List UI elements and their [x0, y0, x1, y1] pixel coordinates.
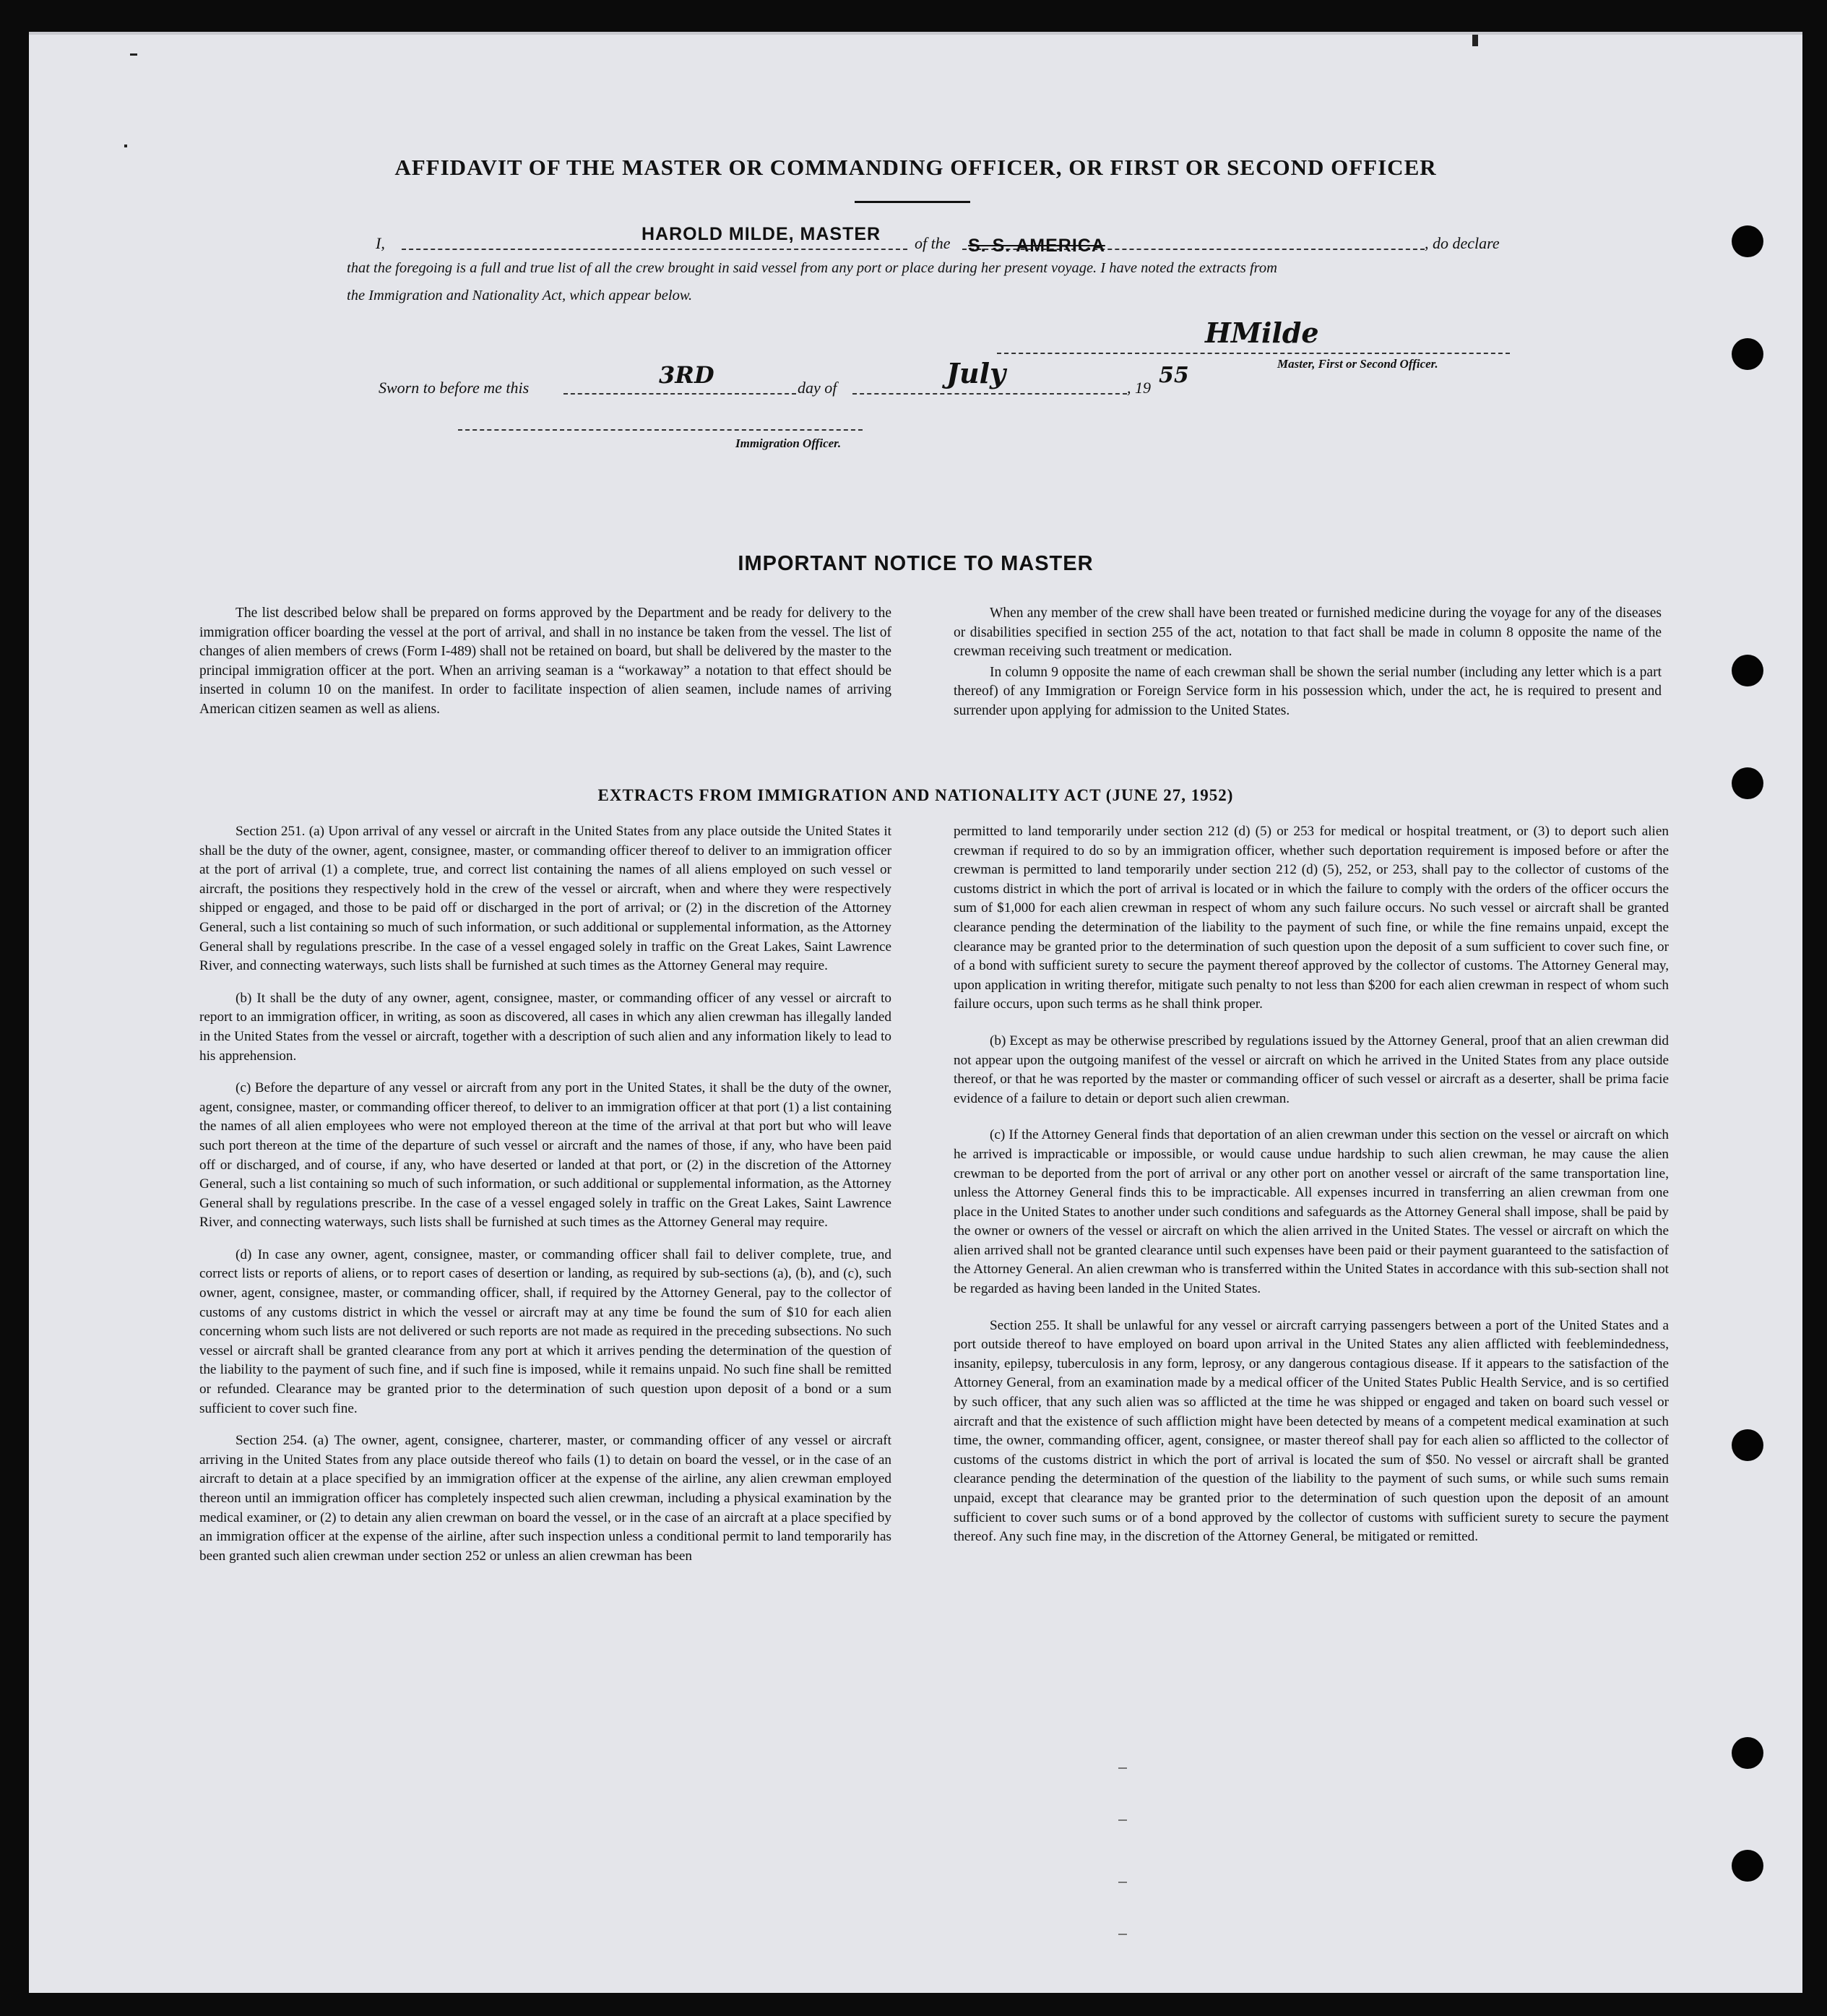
extracts-left-column — [199, 822, 891, 1573]
year-prefix: , 19 — [1127, 379, 1151, 397]
i-label: I, — [376, 234, 385, 252]
notice-left-paragraph: The list described below shall be prepared on forms approved by the Department and be ready for delivery to the immigration officer boarding the vessel at the port of arrival, and shall in no instance be taken from the vessel. The list of changes of alien members of crews (Form I-489) shall not be retained on board, but shall be delivered by the master to the principal immigration officer at the port. When an arriving seaman is a “workaway” a notation to that effect should be inserted in column 10 on the manifest. In order to facilitate inspection of alien seamen, include names of arriving American citizen seamen as well as aliens. — [199, 606, 891, 717]
day-field-line — [563, 393, 796, 395]
binder-hole — [1732, 1737, 1763, 1769]
scan-speck — [124, 145, 127, 147]
day-of-label: day of — [798, 379, 837, 397]
notice-title: IMPORTANT NOTICE TO MASTER — [738, 552, 1094, 575]
scan-speck — [1118, 1767, 1127, 1769]
scan-speck — [130, 53, 137, 56]
do-declare-label: , do declare — [1425, 234, 1500, 252]
of-the-label: of the — [915, 234, 951, 252]
year-field: 55 — [1159, 363, 1189, 388]
binder-hole — [1732, 225, 1763, 257]
title-rule — [855, 201, 970, 203]
vessel-name-field: S. S. AMERICA — [968, 236, 1105, 256]
sworn-label: Sworn to before me this — [379, 379, 530, 397]
notice-left-column — [199, 604, 891, 727]
section-254a-continued-paragraph: permitted to land temporarily under section 212 (d) (5) or 253 for medical or hospital treatment, or (3) to deport such alien crewman if required to do so by an immigration officer, whether such deportation requirement is imposed before or after the crewman is permitted to land temporarily under section 212 (d) (5), 252, or 253, shall pay to the collector of customs of the customs district in which the port of arrival is located or in which the failure to comply with the orders of the officer occurs the sum of $1,000 for each alien crewman in respect of whom any such failure occurs. No such vessel or aircraft shall be granted clearance pending the determination of the liability to the payment of such fine, or while the fine remains unpaid, except the clearance may be granted prior to the determination of such question upon the deposit of a sum sufficient to cover such fine, or of a bond with sufficient surety to secure the payment thereof approved by the collector of customs. The Attorney General may, upon application in writing therefor, mitigate such penalty to not less than $200 for each alien crewman in respect of whom such failure occurs, upon such terms as he shall think proper. — [954, 824, 1669, 1012]
binder-hole — [1732, 1429, 1763, 1461]
master-signature: HMilde — [1205, 316, 1319, 349]
scan-speck — [1118, 1819, 1127, 1821]
master-name-field: HAROLD MILDE, MASTER — [642, 224, 881, 244]
document-page — [29, 32, 1802, 1993]
extracts-title: EXTRACTS FROM IMMIGRATION AND NATIONALITY ACT (JUNE 27, 1952) — [597, 786, 1234, 804]
declaration-text-line2: the Immigration and Nationality Act, which appear below. — [347, 288, 693, 303]
binder-hole — [1732, 338, 1763, 370]
name-field-line — [402, 249, 907, 250]
binder-hole — [1732, 655, 1763, 686]
month-field-line — [852, 393, 1127, 395]
scan-speck — [1118, 1882, 1127, 1883]
notice-right-paragraph: When any member of the crew shall have been treated or furnished medicine during the voyage for any of the diseases or disabilities specified in section 255 of the act, notation to that fact shall be made in column 8 opposite the name of the crewman receiving such treatment or medication. — [954, 606, 1662, 660]
affidavit-title: AFFIDAVIT OF THE MASTER OR COMMANDING OFFICER, OR FIRST OR SECOND OFFICER — [394, 155, 1437, 180]
extracts-right-column — [954, 822, 1669, 1554]
day-field: 3RD — [659, 361, 714, 389]
section-251d-paragraph: (d) In case any owner, agent, consignee, master, or commanding officer shall fail to deliver complete, true, and correct lists or reports of aliens, or to report cases of desertion or landing, as required by sub-sections (a), (b), and (c), such owner, agent, consignee, master, or commanding officer, shall, if required by the Attorney General, pay to the collector of customs of any customs district in which the vessel or aircraft may at any time be found the sum of $10 for each alien concerning whom such lists are not delivered or such reports are not made as required in the preceding subsections. No such vessel or aircraft shall be granted clearance from any port at which it arrives pending the determination of the question of the liability to the payment of such fine, and if such fine is imposed, while it remains unpaid. No such fine shall be remitted or refunded. Clearance may be granted prior to the determination of such question upon deposit of a bond or a sum sufficient to cover such fine. — [199, 1246, 891, 1416]
signature-caption: Master, First or Second Officer. — [1277, 357, 1438, 371]
binder-hole — [1732, 1850, 1763, 1882]
signature-line — [997, 353, 1510, 354]
month-field: July — [946, 357, 1006, 389]
notice-right-column — [954, 604, 1662, 728]
section-251c-paragraph: (c) Before the departure of any vessel or aircraft from any port in the United States, it shall be the duty of the owner, agent, consignee, master, or commanding officer thereof, to deliver to an immigration officer at that port (1) a list containing the names of all alien employees who were not employed thereon at the time of the arrival at that port but who will leave such port thereon at the time of the departure of such vessel or aircraft and the names of those, if any, who have been paid off or discharged, and of course, if any, who have deserted or landed at that port, or (2) in the discretion of the Attorney General, such a list containing so much of such information, or such additional or supplemental information, as the Attorney General shall by regulations prescribe. In the case of a vessel engaged solely in traffic on the Great Lakes, Saint Lawrence River, and connecting waterways, such lists shall be furnished at such times as the Attorney General may require. — [199, 1080, 891, 1231]
section-251a-paragraph: Section 251. (a) Upon arrival of any vessel or aircraft in the United States from any place outside the United States it shall be the duty of the owner, agent, consignee, master, or commanding officer thereof to deliver to an immigration officer at the port of arrival (1) a complete, true, and correct list containing the names of all aliens employed on such vessel or aircraft, the positions they respectively hold in the crew of the vessel or aircraft, when and where they were respectively shipped or engaged, and those to be paid off or discharged in the port of arrival; or (2) in the discretion of the Attorney General, such a list containing so much of such information, or such additional or supplemental information, as the Attorney General shall by regulations prescribe. In the case of a vessel engaged solely in traffic on the Great Lakes, Saint Lawrence River, and connecting waterways, such lists shall be furnished at such times as the Attorney General may require. — [199, 824, 891, 974]
section-254c-paragraph: (c) If the Attorney General finds that deportation of an alien crewman under this section on the vessel or aircraft on which he arrived is impracticable or impossible, or would cause undue hardship to such alien crewman, he may cause the alien crewman to be deported from the port of arrival or any other port on another vessel or aircraft of the same transportation line, unless the Attorney General finds this to be impracticable. All expenses incurred in transferring an alien crewman from one place in the United States to another under such conditions and safeguards as the Attorney General shall impose, shall be paid by the owner or owners of the vessel or aircraft on which the alien arrived in the United States. The vessel or aircraft on which the alien arrived shall not be granted clearance until such expenses have been paid or their payment guaranteed to the satisfaction of the Attorney General. An alien crewman who is transferred within the United States in accordance with this sub-section shall not be regarded as having been landed in the United States. — [954, 1127, 1669, 1297]
declaration-text-line1: that the foregoing is a full and true list of all the crew brought in said vessel from any port or place during her present voyage. I have noted the extracts from — [347, 260, 1277, 276]
section-255-paragraph: Section 255. It shall be unlawful for any vessel or aircraft carrying passengers between a port of the United States and a port outside thereof to have employed on board upon arrival in the United States any alien afflicted with feeblemindedness, insanity, epilepsy, tuberculosis in any form, leprosy, or any dangerous contagious disease. If it appears to the satisfaction of the Attorney General, from an examination made by a medical officer of the United States Public Health Service, and is so certified by such officer, that any such alien was so afflicted at the time he was shipped or engaged and taken on board such vessel or aircraft and that the existence of such affliction might have been detected by means of a competent medical examination at such time, the owner, commanding officer, agent, consignee, or master thereof shall pay for each alien so afflicted to the collector of customs of the customs district in which the port of arrival is located the sum of $50. No vessel or aircraft shall be granted clearance pending the determination of the question of the liability to the payment of such sums, or while such sums remain unpaid, except that clearance may be granted prior to the determination of such question upon the deposit of an amount sufficient to cover such sums or of a bond approved by the collector of customs with sufficient surety to secure the payment thereof. Any such fine may, in the discretion of the Attorney General, be mitigated or remitted. — [954, 1317, 1669, 1545]
scan-speck — [1118, 1934, 1127, 1935]
scan-speck — [1472, 35, 1478, 46]
section-254b-paragraph: (b) Except as may be otherwise prescribed by regulations issued by the Attorney General, proof that an alien crewman did not appear upon the outgoing manifest of the vessel or aircraft on which he arrived in the United States from any place outside thereof, or that he was reported by the master or commanding officer of such vessel or aircraft as a deserter, shall be prima facie evidence of a failure to detain or deport such alien crewman. — [954, 1033, 1669, 1106]
officer-signature-line — [458, 429, 863, 431]
section-251b-paragraph: (b) It shall be the duty of any owner, agent, consignee, master, or commanding officer of any vessel or aircraft to report to an immigration officer, in writing, as soon as discovered, all cases in which any alien crewman has illegally landed in the United States from the vessel or aircraft, together with a description of such alien and any information likely to lead to his apprehension. — [199, 990, 891, 1064]
officer-caption: Immigration Officer. — [735, 436, 842, 450]
section-254a-paragraph: Section 254. (a) The owner, agent, consignee, charterer, master, or commanding officer of any vessel or aircraft arriving in the United States from any place outside thereof who fails (1) to detain on board the vessel, or in the case of an aircraft to detain at a place specified by an immigration officer at the expense of the airline, any alien crewman employed thereon until an immigration officer has completely inspected such alien crewman, including a physical examination by the medical examiner, or (2) to detain any alien crewman on board the vessel, or in the case of an aircraft at a place specified by an immigration officer at the expense of the airline, after such inspection unless a conditional permit to land temporarily has been granted such alien crewman under section 252 or unless an alien crewman has been — [199, 1433, 891, 1564]
notice-right-paragraph: In column 9 opposite the name of each crewman shall be shown the serial number (including any letter which is a part thereof) of any Immigration or Foreign Service form in his possession which, under the act, he is required to present and surrender upon applying for admission to the United States. — [954, 664, 1662, 718]
